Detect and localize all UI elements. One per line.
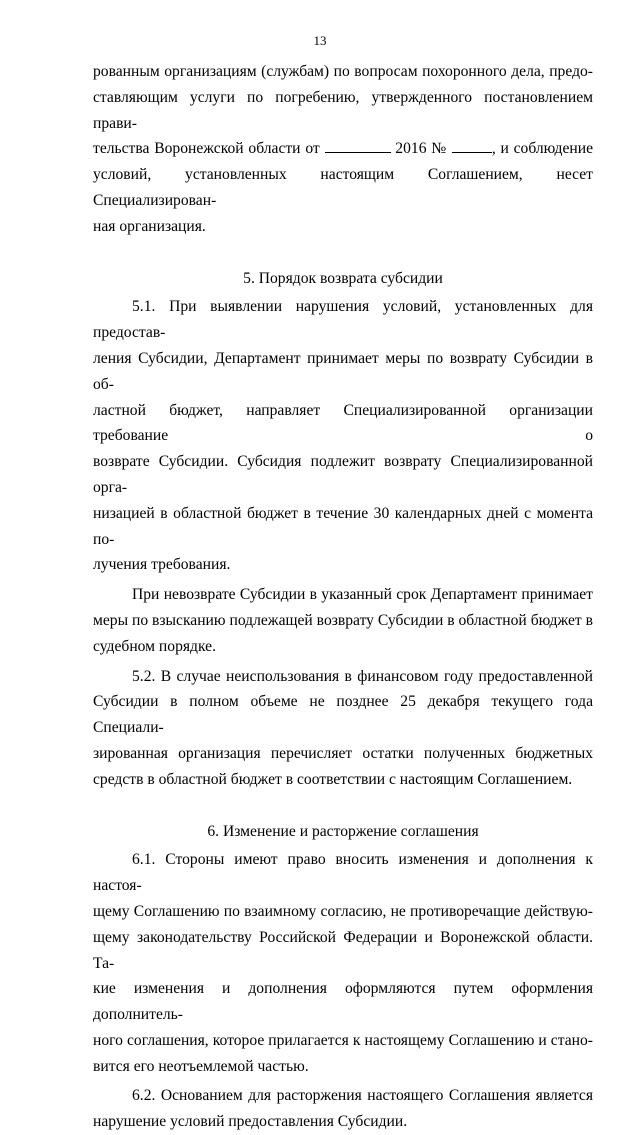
document-body bbox=[93, 59, 593, 1135]
intro-line-3 bbox=[93, 136, 593, 162]
intro-line-3-mid: 2016 № bbox=[390, 140, 452, 158]
paragraph-line: 6.1. Стороны имеют право вносить изменения и дополнения к настоя- bbox=[93, 851, 593, 895]
section-5-paragraph-1 bbox=[93, 294, 593, 578]
paragraph-line: судебном порядке. bbox=[93, 637, 216, 655]
section-6-paragraph-1 bbox=[93, 847, 593, 1079]
paragraph-line: кие изменения и дополнения оформляются путем оформления дополнитель- bbox=[93, 980, 593, 1024]
section-6-paragraph-2 bbox=[93, 1083, 593, 1135]
paragraph-line: средств в областной бюджет в соответствии с настоящим Соглашением. bbox=[93, 770, 573, 788]
date-blank-field bbox=[325, 138, 391, 153]
paragraph-line: низацией в областной бюджет в течение 30 календарных дней с момента по- bbox=[93, 504, 593, 548]
paragraph-line: 6.2. Основанием для расторжения настоящего Соглашения является bbox=[132, 1087, 593, 1105]
section-6-title: 6. Изменение и расторжение соглашения bbox=[207, 822, 479, 840]
paragraph-line: ного соглашения, которое прилагается к настоящему Соглашению и стано- bbox=[93, 1031, 593, 1049]
intro-line-3-start: тельства Воронежской области от bbox=[93, 140, 325, 158]
paragraph-line: 5.1. При выявлении нарушения условий, установленных для предостав- bbox=[93, 298, 593, 342]
paragraph-line: При невозврате Субсидии в указанный срок Департамент принимает bbox=[132, 586, 593, 604]
section-5-title: 5. Порядок возврата субсидии bbox=[243, 269, 443, 287]
section-5-paragraph-2 bbox=[93, 582, 593, 659]
intro-line-3-end: , и соблюдение bbox=[491, 140, 594, 158]
paragraph-line: возврате Субсидии. Субсидия подлежит возврату Специализированной орга- bbox=[93, 453, 593, 496]
paragraph-line: 5.2. В случае неиспользования в финансовом году предоставленной bbox=[132, 667, 593, 685]
intro-line-2: ставляющим услуги по погребению, утвержденного постановлением прави- bbox=[93, 88, 593, 132]
paragraph-line: меры по взысканию подлежащей возврату Субсидии в областной бюджет в bbox=[93, 611, 593, 629]
paragraph-line: нарушение условий предоставления Субсидии. bbox=[93, 1113, 408, 1131]
paragraph-line: вится его неотъемлемой частью. bbox=[93, 1057, 309, 1075]
intro-line-5: ная организация. bbox=[93, 217, 206, 235]
paragraph-line: щему Соглашению по взаимному согласию, не противоречащие действую- bbox=[93, 902, 593, 920]
paragraph-line: Субсидии в полном объеме не позднее 25 декабря текущего года Специали- bbox=[93, 693, 593, 737]
paragraph-line: лучения требования. bbox=[93, 556, 231, 574]
paragraph-line: ления Субсидии, Департамент принимает меры по возврату Субсидии в об- bbox=[93, 349, 593, 393]
number-blank-field bbox=[452, 138, 492, 153]
paragraph-line: зированная организация перечисляет остатки полученных бюджетных bbox=[93, 744, 593, 762]
intro-line-1: рованным организациям (службам) по вопросам похоронного дела, предо- bbox=[93, 63, 593, 80]
paragraph-line: ластной бюджет, направляет Специализированной организации требование о bbox=[93, 401, 593, 445]
page-number: 13 bbox=[313, 33, 327, 48]
paragraph-line: щему законодательству Российской Федерации и Воронежской области. Та- bbox=[93, 928, 593, 972]
section-5-paragraph-3 bbox=[93, 664, 593, 793]
intro-line-4: условий, установленных настоящим Соглашением, несет Специализирован- bbox=[93, 166, 593, 209]
